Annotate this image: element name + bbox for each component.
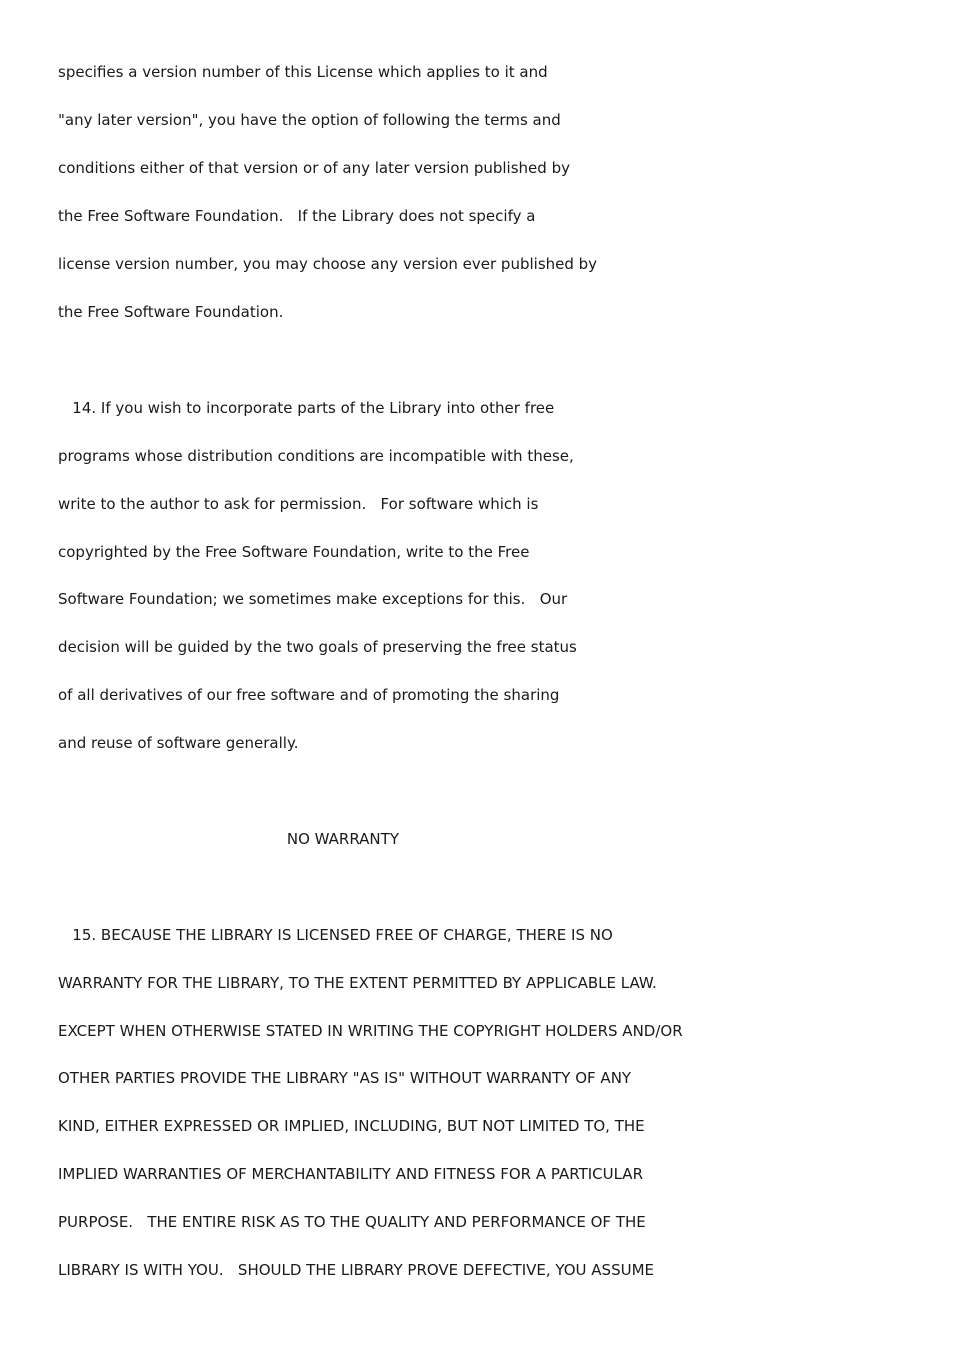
text-line: WARRANTY FOR THE LIBRARY, TO THE EXTENT PERMITTED BY APPLICABLE LAW.	[58, 974, 657, 992]
text-line: and reuse of software generally.	[58, 734, 299, 752]
text-line: LIBRARY IS WITH YOU. SHOULD THE LIBRARY PROVE DEFECTIVE, YOU ASSUME	[58, 1261, 654, 1279]
text-line: programs whose distribution conditions are incompatible with these,	[58, 447, 574, 465]
section-15-start: 15. BECAUSE THE LIBRARY IS LICENSED FREE OF CHARGE, THERE IS NO	[58, 926, 613, 944]
text-line: license version number, you may choose any version ever published by	[58, 255, 598, 273]
text-line: copyrighted by the Free Software Foundation, write to the Free	[58, 543, 530, 561]
section-14-start: 14. If you wish to incorporate parts of the Library into other free	[58, 399, 555, 417]
text-line: Software Foundation; we sometimes make exceptions for this. Our	[58, 590, 568, 608]
text-line: PURPOSE. THE ENTIRE RISK AS TO THE QUALITY AND PERFORMANCE OF THE	[58, 1213, 646, 1231]
text-line: IMPLIED WARRANTIES OF MERCHANTABILITY AND FITNESS FOR A PARTICULAR	[58, 1165, 643, 1183]
no-warranty-heading: NO WARRANTY	[58, 830, 399, 848]
text-line: KIND, EITHER EXPRESSED OR IMPLIED, INCLUDING, BUT NOT LIMITED TO, THE	[58, 1117, 645, 1135]
text-line: decision will be guided by the two goals of preserving the free status	[58, 638, 577, 656]
text-line: OTHER PARTIES PROVIDE THE LIBRARY "AS IS" WITHOUT WARRANTY OF ANY	[58, 1069, 632, 1087]
text-line: of all derivatives of our free software and of promoting the sharing	[58, 686, 560, 704]
text-line: "any later version", you have the option of following the terms and	[58, 111, 561, 129]
text-line: specifies a version number of this License which applies to it and	[58, 63, 548, 81]
text-line: write to the author to ask for permission. For software which is	[58, 495, 539, 513]
text-line: conditions either of that version or of any later version published by	[58, 159, 570, 177]
text-line: the Free Software Foundation.	[58, 303, 284, 321]
text-line: the Free Software Foundation. If the Library does not specify a	[58, 207, 536, 225]
text-line: EXCEPT WHEN OTHERWISE STATED IN WRITING THE COPYRIGHT HOLDERS AND/OR	[58, 1022, 683, 1040]
